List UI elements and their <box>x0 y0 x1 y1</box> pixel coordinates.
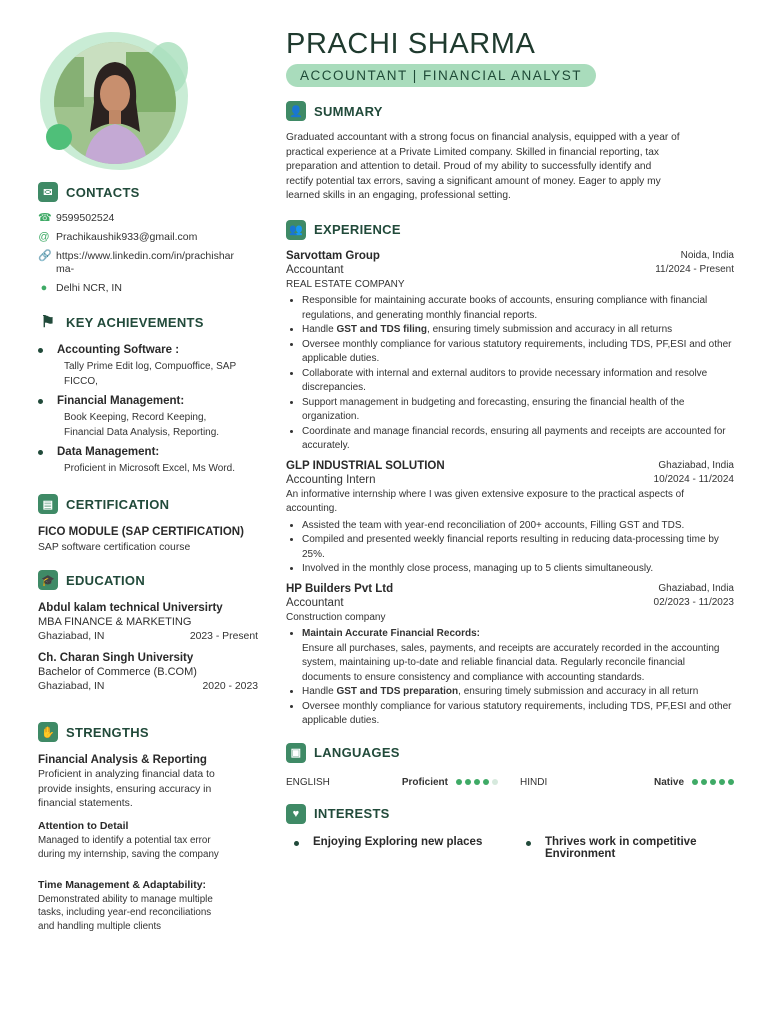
bullet-item: • Involved in the monthly close process, managing up to 5 clients simultaneously. <box>302 562 734 577</box>
job-dates: 11/2024 - Present <box>655 263 734 275</box>
job-description: An informative internship where I was given extensive exposure to the practical aspects of accounting. <box>286 488 684 514</box>
rating-dot <box>492 779 498 785</box>
rating-dot <box>710 779 716 785</box>
achievement-item: Accounting Software : Tally Prime Edit log, Compuoffice, SAP FICCO, <box>38 344 268 389</box>
language-card-icon: ▣ <box>286 743 306 763</box>
phone-icon: ☎ <box>38 212 52 224</box>
rating-dot <box>701 779 707 785</box>
school-name: Abdul kalam technical Universirty <box>38 602 223 614</box>
language-level: Proficient <box>401 776 448 788</box>
link-icon: 🔗 <box>38 250 52 262</box>
right-column <box>286 28 734 860</box>
experience-section <box>286 220 734 729</box>
language-rating <box>692 779 734 785</box>
contacts-heading: ✉ CONTACTS <box>38 182 268 202</box>
languages-section <box>286 743 734 788</box>
flag-icon: ⚑ <box>40 314 56 331</box>
people-icon: 👥 <box>286 220 306 240</box>
handshake-icon: ✋ <box>38 722 58 742</box>
person-icon: 👤 <box>286 101 306 121</box>
education-section <box>38 570 258 694</box>
languages-list <box>286 777 734 788</box>
contacts-icon: ✉ <box>38 182 58 202</box>
languages-heading: ▣ LANGUAGES <box>286 743 734 763</box>
rating-dot <box>474 779 480 785</box>
rating-dot <box>719 779 725 785</box>
rating-dot <box>692 779 698 785</box>
location-text: Delhi NCR, IN <box>56 282 122 294</box>
certification-heading: ▤ CERTIFICATION <box>38 494 268 514</box>
edu-place: Ghaziabad, IN <box>38 631 105 642</box>
bullet-item: • Collaborate with internal and external auditors to provide necessary information and resolve discrepancies. <box>302 367 734 396</box>
bullet-icon <box>38 399 43 404</box>
company-name: GLP INDUSTRIAL SOLUTION <box>286 459 445 472</box>
edu-place: Ghaziabad, IN <box>38 680 105 692</box>
strength-item: Time Management & Adaptability: Demonstrated ability to manage multiple tasks, including year-end reconciliations and handling multiple clients <box>38 878 213 932</box>
job-location: Ghaziabad, India <box>658 459 734 471</box>
bullet-item: • Responsible for maintaining accurate books of accounts, ensuring compliance with financial regulations, and generating monthly financial reports. <box>302 294 734 323</box>
language-item <box>520 777 734 788</box>
strength-item: Financial Analysis & Reporting Proficient in analyzing financial data to provide insights, ensuring accuracy in financial statements. <box>38 754 215 809</box>
at-icon: @ <box>38 231 50 243</box>
interest-item: Enjoying Exploring new places <box>286 836 526 860</box>
language-name: ENGLISH <box>286 776 330 788</box>
email-row <box>38 231 268 244</box>
linkedin-row <box>38 250 268 276</box>
school-name: Ch. Charan Singh University <box>38 651 194 664</box>
bullet-item: • Coordinate and manage financial records, ensuring all payments and receipts are accounted for accurately. <box>302 425 734 454</box>
strength-item: Attention to Detail Managed to identify a potential tax error during my internship, saving the company <box>38 819 219 860</box>
job-role: Accountant <box>286 263 344 276</box>
interest-item: Thrives work in competitive Environment <box>526 836 696 860</box>
education-heading: 🎓 EDUCATION <box>38 570 258 590</box>
education-item <box>38 652 258 695</box>
rating-dot <box>456 779 462 785</box>
location-row <box>38 282 268 295</box>
rating-dot <box>465 779 471 785</box>
experience-heading: 👥 EXPERIENCE <box>286 220 734 240</box>
certification-title: FICO MODULE (SAP CERTIFICATION) <box>38 526 244 538</box>
language-item <box>286 777 498 788</box>
job-entry <box>286 250 734 454</box>
strengths-heading: ✋ STRENGTHS <box>38 722 268 742</box>
job-entry <box>286 583 734 729</box>
company-name: Sarvottam Group <box>286 249 380 262</box>
bullet-icon <box>526 841 531 846</box>
contacts-section <box>38 182 268 295</box>
job-location: Noida, India <box>680 249 734 261</box>
rating-dot <box>728 779 734 785</box>
bullet-item: • Maintain Accurate Financial Records: Ensure all purchases, sales, payments, and receipts are accurately recorded in the accounting system, maintaining up-to-date and reliable financial data. Regularly reconcile financial documents to ensure consistency and compliance with accounting standards. <box>302 627 734 685</box>
interests-heading: ♥ INTERESTS <box>286 804 734 824</box>
job-dates: 02/2023 - 11/2023 <box>653 596 734 608</box>
email-link[interactable]: Prachikaushik933@gmail.com <box>56 231 198 243</box>
heart-icon: ♥ <box>286 804 306 824</box>
phone-row <box>38 212 268 225</box>
bullet-icon <box>38 348 43 353</box>
job-bullets <box>286 627 734 729</box>
job-dates: 10/2024 - 11/2024 <box>653 473 734 485</box>
bullet-item: • Oversee monthly compliance for various statutory requirements, including TDS, PF,ESI and other applicable duties. <box>302 338 734 367</box>
profile-photo <box>54 42 176 164</box>
achievements-section <box>38 312 268 477</box>
phone-text: 9599502524 <box>56 212 115 224</box>
company-type: Construction company <box>286 611 386 623</box>
education-item <box>38 602 258 645</box>
bullet-item: • Handle GST and TDS filing, ensuring timely submission and accuracy in all returns <box>302 323 734 338</box>
summary-heading: 👤 SUMMARY <box>286 101 734 121</box>
company-name: HP Builders Pvt Ltd <box>286 582 394 595</box>
achievement-item: Data Management: Proficient in Microsoft Excel, Ms Word. <box>38 446 268 477</box>
location-pin-icon: ● <box>40 282 48 294</box>
certification-section <box>38 494 268 556</box>
language-rating <box>456 779 498 785</box>
achievements-heading: ⚑ KEY ACHIEVEMENTS <box>38 312 268 332</box>
language-level: Native <box>653 776 684 788</box>
job-bullets <box>286 519 734 577</box>
bullet-icon <box>38 450 43 455</box>
edu-dates: 2020 - 2023 <box>202 680 258 692</box>
bullet-item: • Compiled and presented weekly financial reports resulting in reducing data-processing time by 25%. <box>302 533 734 562</box>
degree: MBA FINANCE & MARKETING <box>38 616 192 628</box>
summary-text: Graduated accountant with a strong focus on financial analysis, equipped with a year of practical experience at a Private Limited company. Skilled in financial reporting, tax preparation and attention to detail. Proud of my ability to successfully identify and rectify potential tax errors, saving a significant amount of money. Eager to apply my learned skills in an engaging, professional setting. <box>286 132 680 201</box>
summary-section <box>286 101 734 204</box>
achievement-item: Financial Management: Book Keeping, Record Keeping, Financial Data Analysis, Reporting. <box>38 395 268 440</box>
graduation-cap-icon: 🎓 <box>38 570 58 590</box>
language-name: HINDI <box>520 776 548 788</box>
interests-section <box>286 804 734 860</box>
bullet-item: • Assisted the team with year-end reconciliation of 200+ accounts, Filling GST and TDS. <box>302 519 734 534</box>
strengths-section <box>38 722 268 933</box>
job-role: Accountant <box>286 596 344 609</box>
bullet-icon <box>294 841 299 846</box>
certification-desc: SAP software certification course <box>38 542 191 553</box>
job-bullets <box>286 294 734 454</box>
avatar-dot <box>46 124 72 150</box>
avatar <box>38 32 190 172</box>
bullet-item: • Support management in budgeting and forecasting, ensuring the financial health of the organization. <box>302 396 734 425</box>
interests-list <box>286 836 734 860</box>
job-title-badge: ACCOUNTANT | FINANCIAL ANALYST <box>286 64 596 87</box>
bullet-item: • Handle GST and TDS preparation, ensuring timely submission and accuracy in all return <box>302 685 734 700</box>
linkedin-link[interactable]: https://www.linkedin.com/in/prachishar ma- <box>56 250 234 275</box>
job-location: Ghaziabad, India <box>658 582 734 594</box>
rating-dot <box>483 779 489 785</box>
job-entry <box>286 460 734 577</box>
company-type: REAL ESTATE COMPANY <box>286 278 405 290</box>
bullet-item: • Oversee monthly compliance for various statutory requirements, including TDS, PF,ESI and other applicable duties. <box>302 700 734 729</box>
edu-dates: 2023 - Present <box>189 631 258 642</box>
job-role: Accounting Intern <box>286 473 376 486</box>
degree: Bachelor of Commerce (B.COM) <box>38 665 197 678</box>
candidate-name: PRACHI SHARMA <box>286 28 536 60</box>
document-icon: ▤ <box>38 494 58 514</box>
